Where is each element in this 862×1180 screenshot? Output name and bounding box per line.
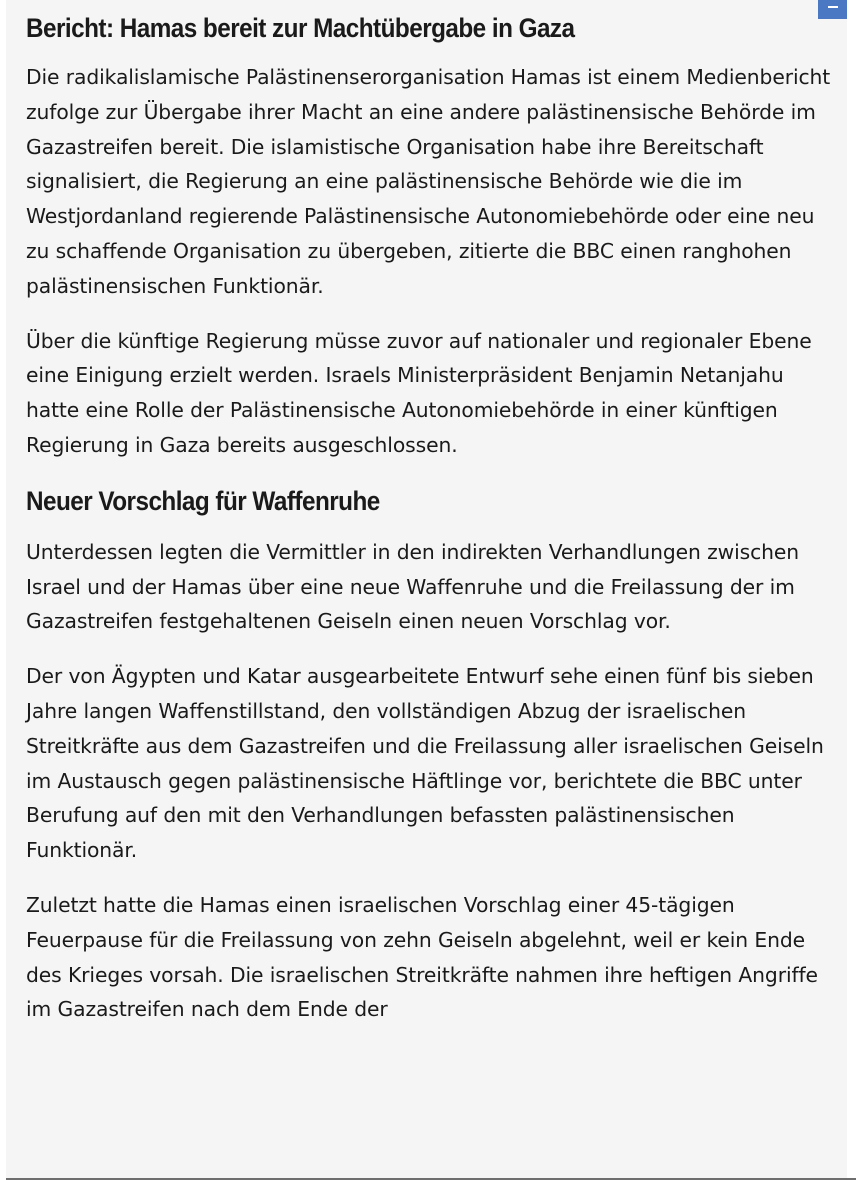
collapse-button[interactable] (818, 0, 847, 19)
minus-icon (828, 6, 838, 8)
paragraph-1: Die radikalislamische Palästinenserorganisation Hamas ist einem Medienbericht zufolge zur Übergabe ihrer Macht an eine andere palästinensische Behörde im Gazastreifen bereit. Die islamistische Organisation habe ihre Bereitschaft signalisiert, die Regierung an eine palästinensische Behörde wie die im Westjordanland regierende Palästinensische Autonomiebehörde oder eine neu zu schaffende Organisation zu übergeben, zitierte die BBC einen ranghohen palästinensischen Funktionär. (26, 65, 831, 298)
headline-machtuebergabe: Bericht: Hamas bereit zur Machtübergabe in Gaza (26, 13, 575, 43)
subheading-waffenruhe: Neuer Vorschlag für Waffenruhe (26, 485, 380, 516)
paragraph-2: Über die künftige Regierung müsse zuvor auf nationaler und regionaler Ebene eine Einigung erzielt werden. Israels Ministerpräsident Benjamin Netanjahu hatte eine Rolle der Palästinensische Autonomiebehörde in einer künftigen Regierung in Gaza bereits ausgeschlossen. (26, 328, 812, 457)
paragraph-5: Zuletzt hatte die Hamas einen israelischen Vorschlag einer 45-tägigen Feuerpause für die Freilassung von zehn Geiseln abgelehnt, weil er kein Ende des Krieges vorsah. Die israelischen Streitkräfte nahmen ihre heftigen Angriffe im Gazastreifen nach dem Ende der (26, 892, 818, 1022)
paragraph-3: Unterdessen legten die Vermittler in den indirekten Verhandlungen zwischen Israel und der Hamas über eine neue Waffenruhe und die Freilassung der im Gazastreifen festgehaltenen Geiseln einen neuen Vorschlag vor. (26, 539, 800, 634)
article-body (6, 0, 847, 1180)
paragraph-4: Der von Ägypten und Katar ausgearbeitete Entwurf sehe einen fünf bis sieben Jahre langen Waffenstillstand, den vollständigen Abzug der israelischen Streitkräfte aus dem Gazastreifen und die Freilassung aller israelischen Geiseln im Austausch gegen palästinensische Häftlinge vor, berichtete die BBC unter Berufung auf den mit den Verhandlungen befassten palästinensischen Funktionär. (26, 664, 824, 863)
